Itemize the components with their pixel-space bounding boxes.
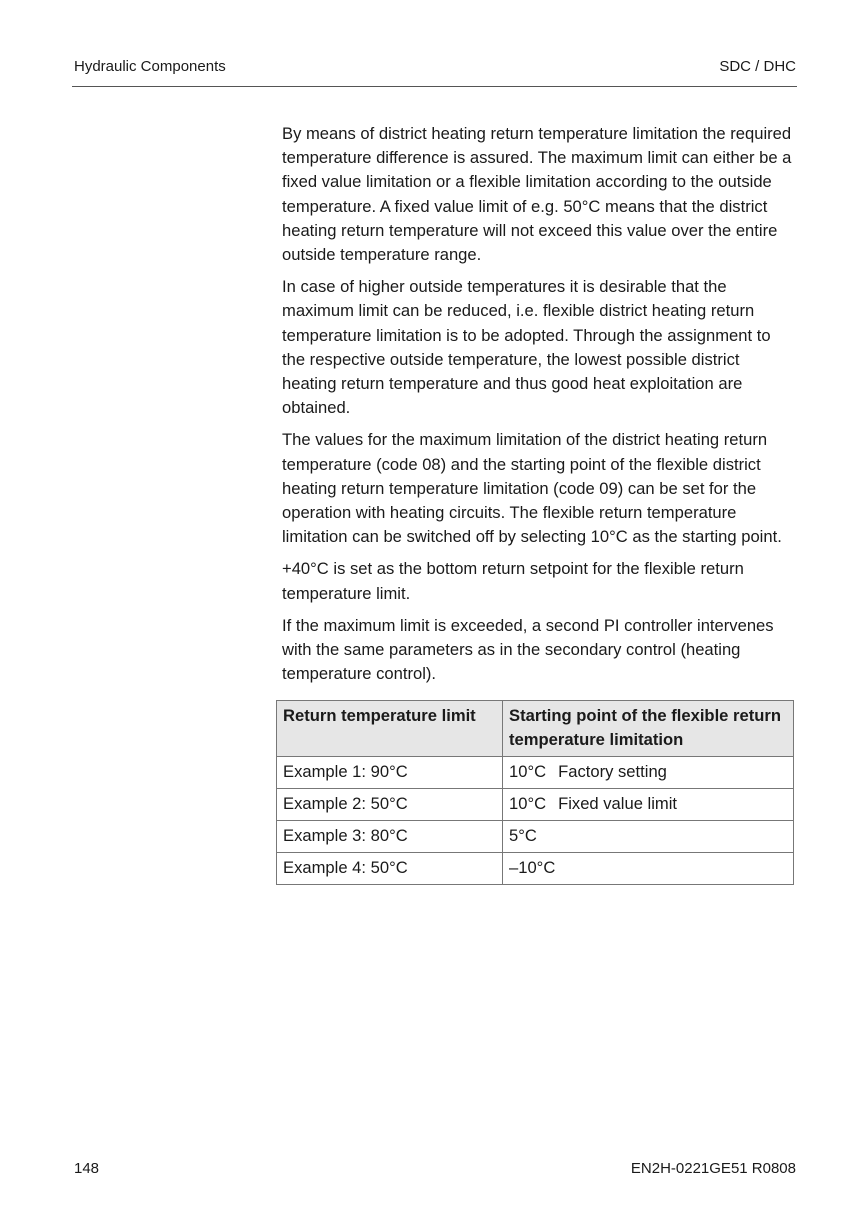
starting-point-note: Fixed value limit — [558, 794, 678, 814]
table-header-row — [277, 701, 794, 757]
header-section-title: Hydraulic Components — [74, 58, 226, 75]
paragraph: If the maximum limit is exceeded, a second PI controller intervenes with the same parameters as in the secondary control (heating temperature control). — [282, 615, 774, 684]
cell-return-limit: Example 2: 50°C — [277, 789, 503, 821]
cell-starting-point — [503, 757, 794, 789]
return-limit-table — [276, 700, 794, 885]
page-footer — [74, 1158, 796, 1180]
starting-point-value: 5°C — [509, 826, 537, 846]
paragraph: +40°C is set as the bottom return setpoint for the flexible return temperature limit. — [282, 559, 744, 603]
document-code: EN2H-0221GE51 R0808 — [630, 1160, 796, 1177]
page-number: 148 — [74, 1160, 100, 1177]
paragraph: In case of higher outside temperatures it is desirable that the maximum limit can be reduced, i.e. flexible district heating return temperature limitation is to be adopted. Through the assignment to the respective outside temperature, the lowest possible district heating return temperature and thus good heat exploitation are obtained. — [282, 277, 771, 418]
cell-starting-point — [503, 789, 794, 821]
starting-point-value: 10°C — [509, 794, 547, 814]
cell-return-limit: Example 4: 50°C — [277, 853, 503, 885]
column-header-return-limit: Return temperature limit — [277, 701, 503, 757]
cell-return-limit: Example 3: 80°C — [277, 821, 503, 853]
cell-return-limit: Example 1: 90°C — [277, 757, 503, 789]
column-header-starting-point: Starting point of the flexible return temperature limitation — [503, 701, 794, 757]
cell-starting-point — [503, 821, 794, 853]
starting-point-value: –10°C — [509, 858, 556, 878]
body-text-column — [282, 122, 798, 885]
table-row — [277, 853, 794, 885]
cell-starting-point — [503, 853, 794, 885]
table-row — [277, 821, 794, 853]
table-row — [277, 789, 794, 821]
starting-point-note: Factory setting — [558, 762, 667, 782]
header-product-name: SDC / DHC — [719, 58, 796, 75]
header-divider — [72, 86, 797, 87]
paragraph: By means of district heating return temperature limitation the required temperature difference is assured. The maximum limit can either be a fixed value limitation or a flexible limitation according to the outside temperature. A fixed value limit of e.g. 50°C means that the district heating return temperature will not exceed this value over the entire outside temperature range. — [282, 124, 792, 265]
table-row — [277, 757, 794, 789]
starting-point-value: 10°C — [509, 762, 547, 782]
paragraph: The values for the maximum limitation of the district heating return temperature (code 08) and the starting point of the flexible district heating return temperature limitation (code 09) can be set for the operation with heating circuits. The flexible return temperature limitation can be switched off by selecting 10°C as the starting point. — [282, 430, 782, 547]
page-header — [74, 56, 796, 80]
